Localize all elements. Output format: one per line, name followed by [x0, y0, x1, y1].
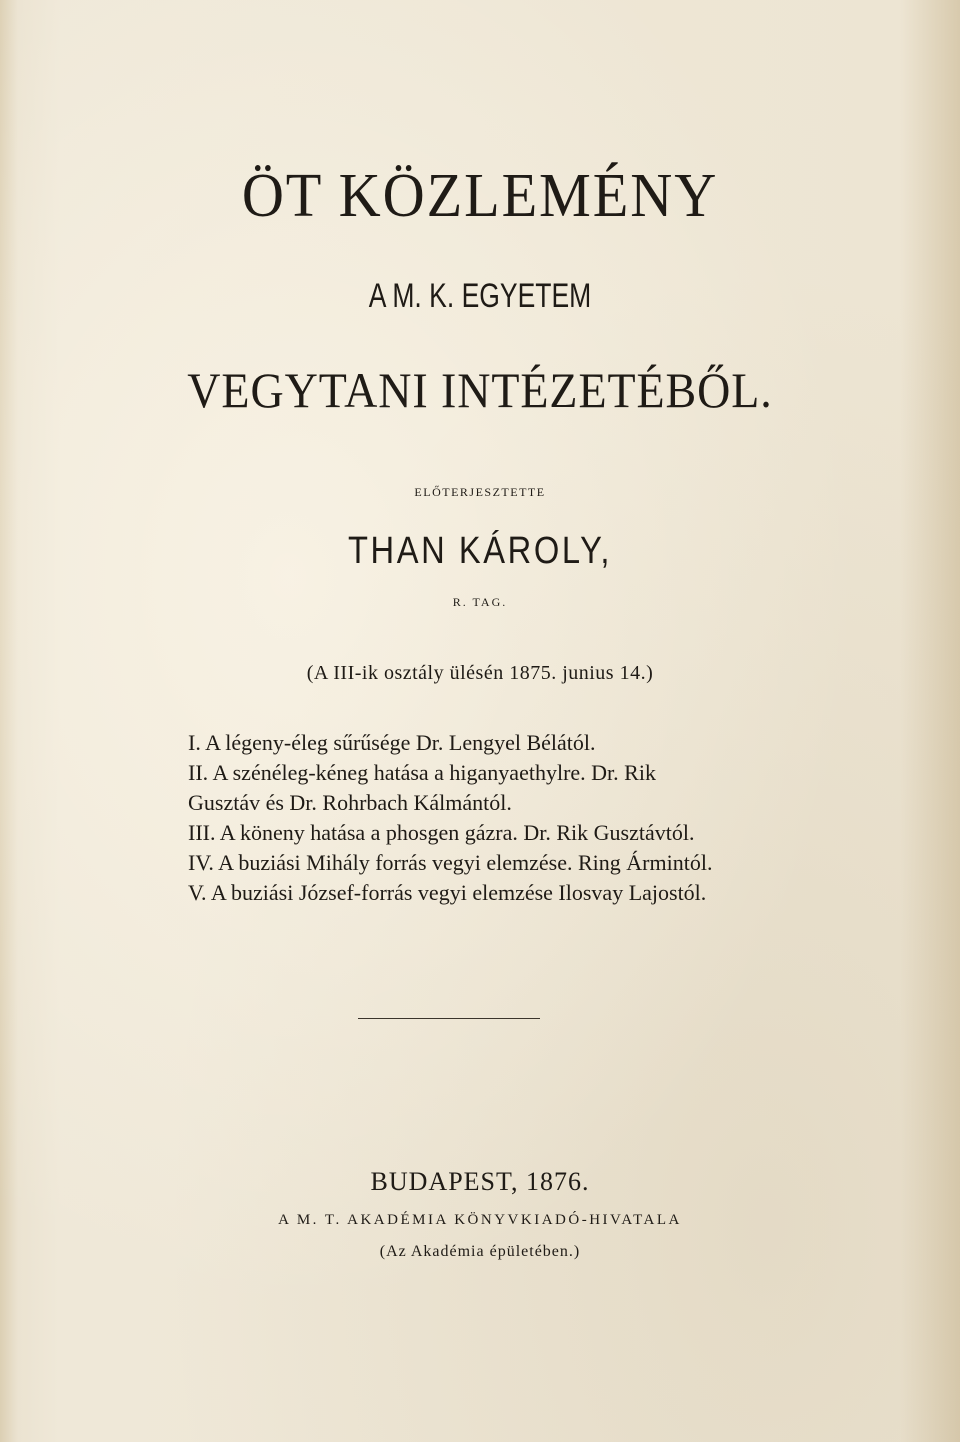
contents-list [188, 728, 788, 908]
contents-item-text: V. A buziási József-forrás vegyi elemzése Ilosvay Lajostól. [188, 880, 707, 905]
contents-item-continuation: Gusztáv és Dr. Rohrbach Kálmántól. [188, 790, 512, 815]
contents-item [188, 818, 788, 848]
contents-item [188, 848, 788, 878]
author-name: THAN KÁROLY, [347, 530, 613, 572]
contents-item [188, 758, 788, 818]
contents-item-text: II. A szénéleg-kéneg hatása a higanyaethylre. Dr. Rik [188, 760, 656, 785]
divider-rule [358, 1018, 540, 1019]
page-title: ÖT KÖZLEMÉNY [241, 162, 719, 230]
presented-by-label: ELŐTERJESZTETTE [414, 485, 546, 499]
imprint-city-year: BUDAPEST, 1876. [370, 1167, 590, 1196]
subtitle-institute: VEGYTANI INTÉZETÉBŐL. [187, 362, 773, 418]
session-note: (A III-ik osztály ülésén 1875. junius 14.) [306, 662, 654, 684]
contents-item [188, 728, 788, 758]
contents-item [188, 878, 788, 908]
imprint-location: (Az Akadémia épületében.) [379, 1243, 581, 1260]
contents-item-text: IV. A buziási Mihály forrás vegyi elemzése. Ring Ármintól. [188, 850, 713, 875]
imprint-publisher: A M. T. AKADÉMIA KÖNYVKIADÓ-HIVATALA [278, 1212, 682, 1228]
contents-item-text: III. A köneny hatása a phosgen gázra. Dr. Rik Gusztávtól. [188, 820, 695, 845]
subtitle-university: A M. K. EGYETEM [368, 277, 592, 315]
contents-item-text: I. A légeny-éleg sűrűsége Dr. Lengyel Bélától. [188, 730, 596, 755]
author-role: R. TAG. [452, 595, 508, 609]
